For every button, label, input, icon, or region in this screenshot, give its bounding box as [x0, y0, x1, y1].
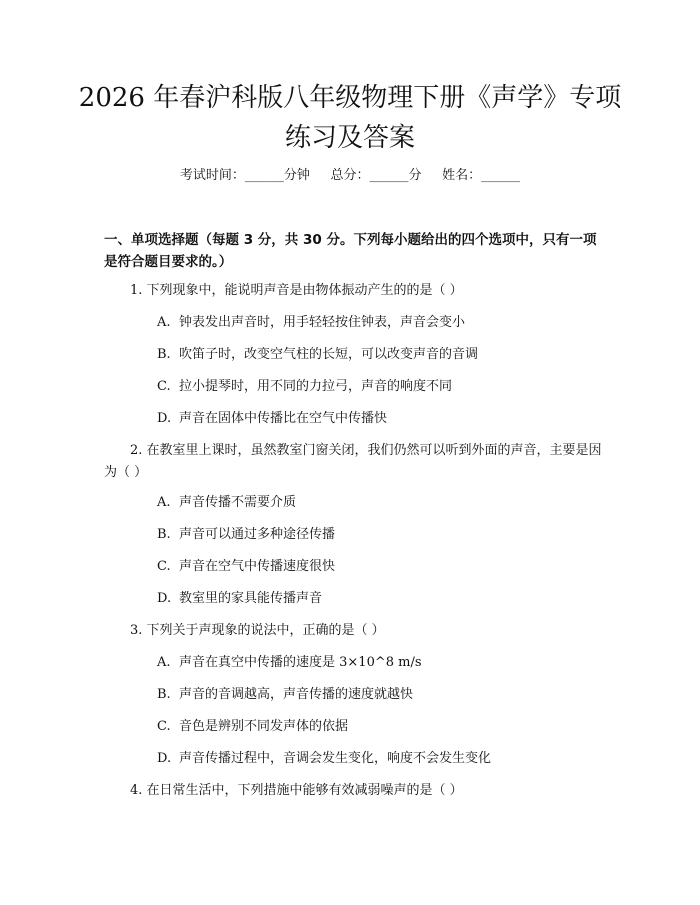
option-letter: D.: [157, 411, 172, 426]
question-3-option-a: [157, 653, 422, 673]
question-1-option-a: [157, 313, 465, 333]
option-text: 拉小提琴时，用不同的力拉弓，声音的响度不同: [179, 379, 453, 394]
option-text: 吹笛子时，改变空气柱的长短，可以改变声音的音调: [179, 347, 479, 362]
option-letter: B.: [157, 687, 171, 702]
question-stem-1: 1. 下列现象中，能说明声音是由物体振动产生的的是（ ）: [130, 283, 463, 298]
question-1-option-b: [157, 345, 478, 365]
question-stem-2: 2. 在教室里上课时，虽然教室门窗关闭，我们仍然可以听到外面的声音，主要是因为（ ）: [104, 443, 602, 480]
option-text: 声音在固体中传播比在空气中传播快: [179, 411, 388, 426]
option-letter: C.: [157, 719, 171, 734]
question-stem-3: 3. 下列关于声现象的说法中，正确的是（ ）: [130, 623, 385, 638]
option-text: 声音传播不需要介质: [179, 495, 297, 510]
exam-info-line: 考试时间：______分钟 总分：______分 姓名：______: [179, 168, 521, 183]
question-2-option-d: [157, 589, 322, 609]
option-letter: A.: [157, 495, 171, 510]
question-3-option-b: [157, 685, 413, 705]
option-text: 钟表发出声音时，用手轻轻按住钟表，声音会变小: [179, 315, 466, 330]
option-letter: A.: [157, 655, 171, 670]
question-1-option-d: [157, 409, 387, 429]
question-2-option-c: [157, 557, 335, 577]
option-text: 声音可以通过多种途径传播: [179, 527, 336, 542]
option-text: 音色是辨别不同发声体的依据: [179, 719, 349, 734]
option-text: 声音在空气中传播速度很快: [179, 559, 336, 574]
question-2-option-b: [157, 525, 335, 545]
option-letter: D.: [157, 591, 172, 606]
question-1-option-c: [157, 377, 452, 397]
option-letter: D.: [157, 751, 172, 766]
option-letter: C.: [157, 559, 171, 574]
option-letter: C.: [157, 379, 171, 394]
option-letter: B.: [157, 527, 171, 542]
option-text: 声音在真空中传播的速度是 3×10^8 m/s: [179, 655, 422, 670]
option-letter: A.: [157, 315, 171, 330]
option-text: 声音的音调越高，声音传播的速度就越快: [179, 687, 414, 702]
question-3-option-c: [157, 717, 348, 737]
option-letter: B.: [157, 347, 171, 362]
document-title: 2026 年春沪科版八年级物理下册《声学》专项练习及答案: [78, 83, 622, 153]
option-text: 声音传播过程中，音调会发生变化，响度不会发生变化: [179, 751, 492, 766]
question-3-option-d: [157, 749, 491, 769]
section-heading: 一、单项选择题（每题 3 分，共 30 分。下列每小题给出的四个选项中，只有一项是符合题目要求的。）: [104, 232, 597, 270]
option-text: 教室里的家具能传播声音: [179, 591, 323, 606]
question-stem-4: 4. 在日常生活中，下列措施中能够有效减弱噪声的是（ ）: [130, 783, 463, 798]
question-2-option-a: [157, 493, 296, 513]
